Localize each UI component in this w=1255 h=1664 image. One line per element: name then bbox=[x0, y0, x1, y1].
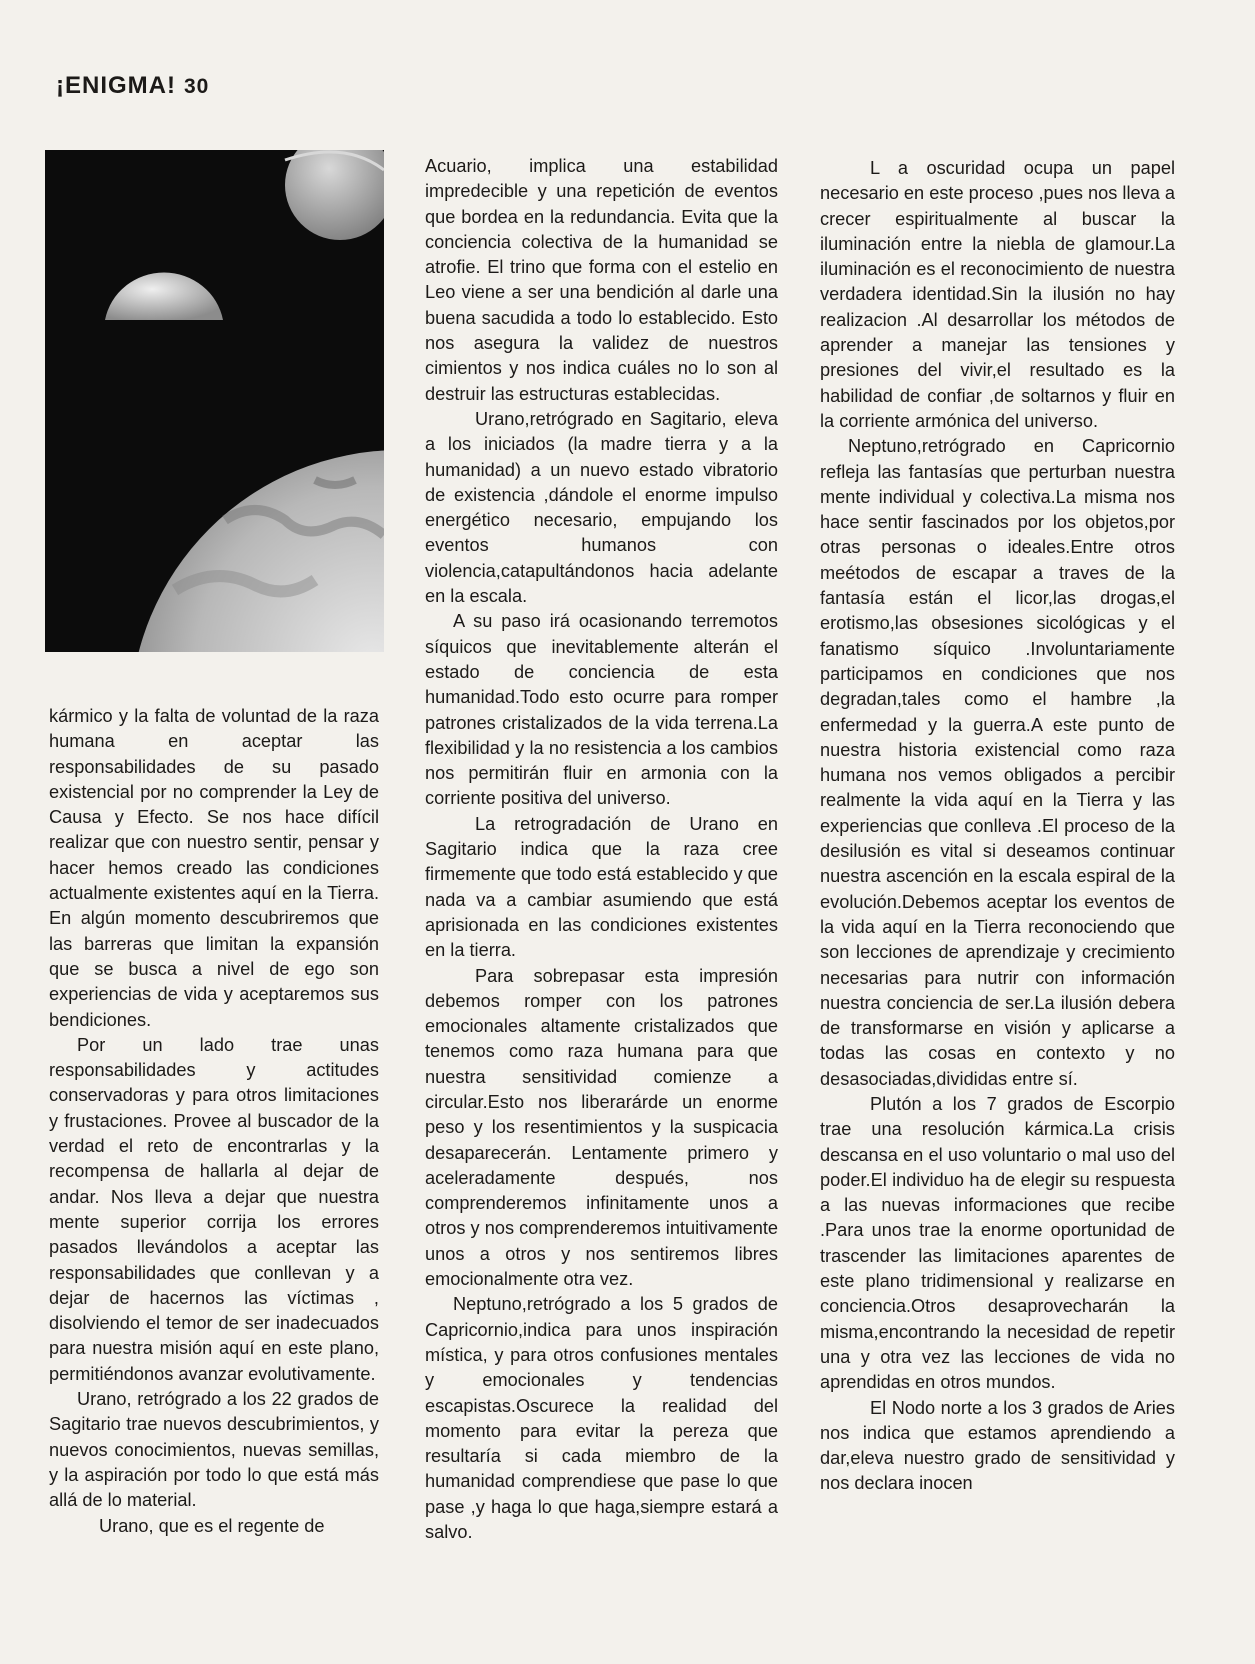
page-header bbox=[56, 72, 209, 100]
text-column-1 bbox=[49, 704, 379, 1539]
planets-icon bbox=[45, 150, 384, 652]
paragraph: Neptuno,retrógrado en Capricornio refleja las fantasías que perturban nuestra mente individual y colectiva.La misma nos hace sentir fascinados por los objetos,por otras personas o ideales.Entre otros meétodos de escapar a traves de la fantasía están el licor,las drogas,el erotismo,las obsesiones sicológicas y el fanatismo síquico .Involuntariamente participamos en condiciones que nos degradan,tales como el hambre ,la enfermedad y la guerra.A este punto de nuestra historia existencial como raza humana nos vemos obligados a percibir realmente la vida aquí en la Tierra y las experiencias que conlleva .El proceso de la desilusión es vital si deseamos continuar nuestra ascención en la escala espiral de la evolución.Debemos aceptar los eventos de la vida aquí en la Tierra reconociendo que son lecciones de aprendizaje y crecimiento necesarias para nutrir con información nuestra conciencia de ser.La ilusión debera de transformarse en visión y aplicarse a todas las cosas en contexto y no desasociadas,divididas entre sí. bbox=[820, 436, 1175, 1089]
paragraph: Para sobrepasar esta impresión debemos romper con los patrones emocionales altamente cristalizados que tenemos como raza humana para que nuestra sensitividad comienze a circular.Esto nos liberarárde un enorme peso y los resentimientos y la suspicacia desaparecerán. Lentamente primero y aceleradamente después, nos comprenderemos infinitamente unos a otros y nos comprenderemos intuitivamente unos a otros y nos sentiremos libres emocionalmente otra vez. bbox=[425, 965, 778, 1290]
paragraph: Por un lado trae unas responsabilidades y actitudes conservadoras y para otros limitaciones y frustaciones. Provee al buscador de la verdad el reto de encontrarlas y la recompensa de hallarla al dejar de andar. Nos lleva a dejar que nuestra mente superior corrija los errores pasados llevándolos a aceptar las responsabilidades que conllevan y a dejar de hacernos las víctimas , disolviendo el temor de ser inadecuados para nuestra misión aquí en este plano, permitiéndonos avanzar evolutivamente. bbox=[49, 1034, 379, 1384]
paragraph: Urano, retrógrado a los 22 grados de Sagitario trae nuevos descubrimientos, y nuevos conocimientos, nuevas semillas, y la aspiración por todo lo que está más allá de lo material. bbox=[49, 1389, 379, 1511]
text-column-2 bbox=[425, 154, 778, 1545]
paragraph: El Nodo norte a los 3 grados de Aries nos indica que estamos aprendiendo a dar,eleva nuestro grado de sensitividad y nos declara inocen bbox=[820, 1397, 1175, 1494]
paragraph: A su paso irá ocasionando terremotos síquicos que inevitablemente alterán el estado de conciencia de esta humanidad.Todo esto ocurre para romper patrones cristalizados de la vida terrena.La flexibilidad y la no resistencia a los cambios nos permitirán fluir en armonia con la corriente positiva del universo. bbox=[425, 611, 778, 809]
paragraph: L a oscuridad ocupa un papel necesario en este proceso ,pues nos lleva a crecer espiritualmente al buscar la iluminación entre la niebla de glamour.La iluminación es el reconocimiento de nuestra verdadera identidad.Sin la ilusión no hay realizacion .Al desarrollar los métodos de aprender a manejar las tensiones y presiones del vivir,el resultado es la habilidad de confiar ,de soltarnos y fluir en la corriente armónica del universo. bbox=[820, 158, 1175, 431]
paragraph: Acuario, implica una estabilidad impredecible y una repetición de eventos que bordea en la redundancia. Evita que la conciencia colectiva de la humanidad se atrofie. El trino que forma con el estelio en Leo viene a ser una bendición al darle una buena sacudida a todo lo establecido. Esto nos asegura la validez de nuestros cimientos y nos indica cuáles no lo son al destruir las estructuras establecidas. bbox=[425, 156, 778, 404]
paragraph: kármico y la falta de voluntad de la raza humana en aceptar las responsabilidades de su pasado existencial por no comprender la Ley de Causa y Efecto. Se nos hace difícil realizar que con nuestro sentir, pensar y hacer hemos creado las condiciones actualmente existentes aquí en la Tierra. En algún momento descubriremos que las barreras que limitan la expansión que se busca a nivel de ego son experiencias de vida y aceptaremos sus bendiciones. bbox=[49, 706, 379, 1030]
paragraph: Plutón a los 7 grados de Escorpio trae una resolución kármica.La crisis descansa en el uso voluntario o mal uso del poder.El individuo ha de elegir su respuesta a las nuevas informaciones que recibe .Para unos trae la enorme oportunidad de trascender las limitaciones aparentes de este plano tridimensional y realizarse en conciencia.Otros desaprovecharán la misma,encontrando la necesidad de repetir una y otra vez las lecciones de vida no aprendidas en otros mundos. bbox=[820, 1093, 1175, 1393]
paragraph: Neptuno,retrógrado a los 5 grados de Capricornio,indica para unos inspiración mística, y para otros confusiones mentales y emocionales y tendencias escapistas.Oscurece la realidad del momento para evitar la pereza que resultaría si cada miembro de la humanidad comprendiese que pase lo que pase ,y haga lo que haga,siempre estará a salvo. bbox=[425, 1294, 778, 1543]
paragraph: La retrogradación de Urano en Sagitario indica que la raza cree firmemente que todo está establecido y que nada va a cambiar asumiendo que está aprisionada en las condiciones existentes en la tierra. bbox=[425, 813, 778, 961]
text-column-3 bbox=[820, 156, 1175, 1497]
planets-space-photo bbox=[45, 150, 384, 652]
paragraph: Urano, que es el regente de bbox=[99, 1515, 325, 1536]
paragraph: Urano,retrógrado en Sagitario, eleva a los iniciados (la madre tierra y a la humanidad) a un nuevo estado vibratorio de existencia ,dándole el enorme impulso energético necesario, empujando los eventos humanos con violencia,catapultándonos hacia adelante en la escala. bbox=[425, 408, 778, 607]
magazine-title: ¡ENIGMA! bbox=[56, 72, 176, 99]
page-number: 30 bbox=[183, 75, 210, 98]
